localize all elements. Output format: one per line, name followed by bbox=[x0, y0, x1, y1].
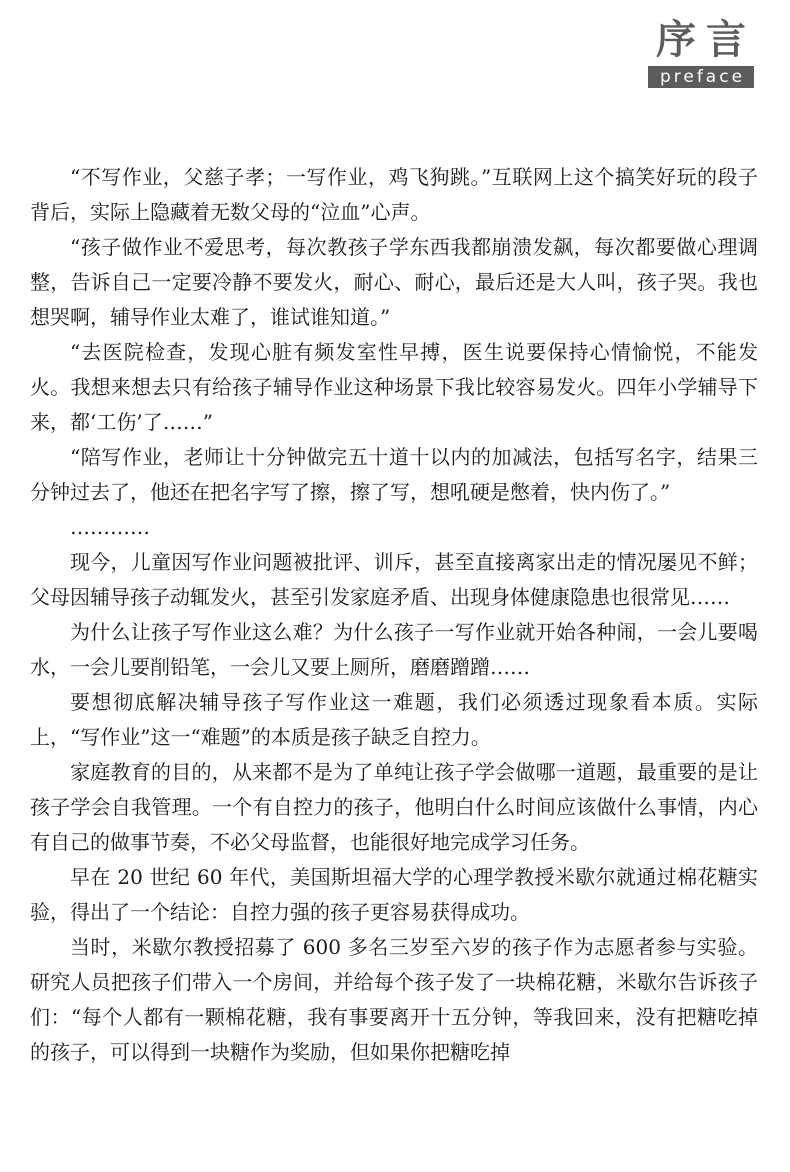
paragraph: 要想彻底解决辅导孩子写作业这一难题，我们必须透过现象看本质。实际上，“写作业”这一“难题”的本质是孩子缺乏自控力。 bbox=[30, 690, 758, 749]
paragraph: 为什么让孩子写作业这么难？为什么孩子一写作业就开始各种闹，一会儿要喝水，一会儿要削铅笔，一会儿又要上厕所，磨磨蹭蹭…… bbox=[30, 620, 758, 679]
paragraph: 家庭教育的目的，从来都不是为了单纯让孩子学会做哪一道题，最重要的是让孩子学会自我管理。一个有自控力的孩子，他明白什么时间应该做什么事情，内心有自己的做事节奏，不必父母监督，也能很好地完成学习任务。 bbox=[30, 760, 758, 854]
chapter-header bbox=[648, 16, 754, 88]
paragraph: 现今，儿童因写作业问题被批评、训斥，甚至直接离家出走的情况屡见不鲜；父母因辅导孩子动辄发火，甚至引发家庭矛盾、出现身体健康隐患也很常见…… bbox=[30, 550, 758, 609]
paragraph: “去医院检查，发现心脏有频发室性早搏，医生说要保持心情愉悦，不能发火。我想来想去只有给孩子辅导作业这种场景下我比较容易发火。四年小学辅导下来，都‘工伤’了……” bbox=[30, 340, 758, 434]
chapter-title: 序言 bbox=[656, 17, 756, 63]
paragraph: 当时，米歇尔教授招募了 600 多名三岁至六岁的孩子作为志愿者参与实验。研究人员把孩子们带入一个房间，并给每个孩子发了一块棉花糖，米歇尔告诉孩子们：“每个人都有一颗棉花糖，我有事要离开十五分钟，等我回来，没有把糖吃掉的孩子，可以得到一块糖作为奖励，但如果你把糖吃掉 bbox=[30, 935, 758, 1064]
paragraph: 早在 20 世纪 60 年代，美国斯坦福大学的心理学教授米歇尔就通过棉花糖实验，得出了一个结论：自控力强的孩子更容易获得成功。 bbox=[30, 865, 758, 924]
chapter-subtitle: preface bbox=[648, 66, 754, 88]
paragraph-ellipsis: ………… bbox=[70, 515, 150, 539]
paragraph: “孩子做作业不爱思考，每次教孩子学东西我都崩溃发飙，每次都要做心理调整，告诉自己一定要冷静不要发火，耐心、耐心，最后还是大人叫，孩子哭。我也想哭啊，辅导作业太难了，谁试谁知道。” bbox=[30, 235, 758, 329]
body-text bbox=[30, 160, 758, 1070]
paragraph: “不写作业，父慈子孝；一写作业，鸡飞狗跳。”互联网上这个搞笑好玩的段子背后，实际上隐藏着无数父母的“泣血”心声。 bbox=[30, 165, 758, 224]
paragraph: “陪写作业，老师让十分钟做完五十道十以内的加减法，包括写名字，结果三分钟过去了，他还在把名字写了擦，擦了写，想吼硬是憋着，快内伤了。” bbox=[30, 445, 758, 504]
